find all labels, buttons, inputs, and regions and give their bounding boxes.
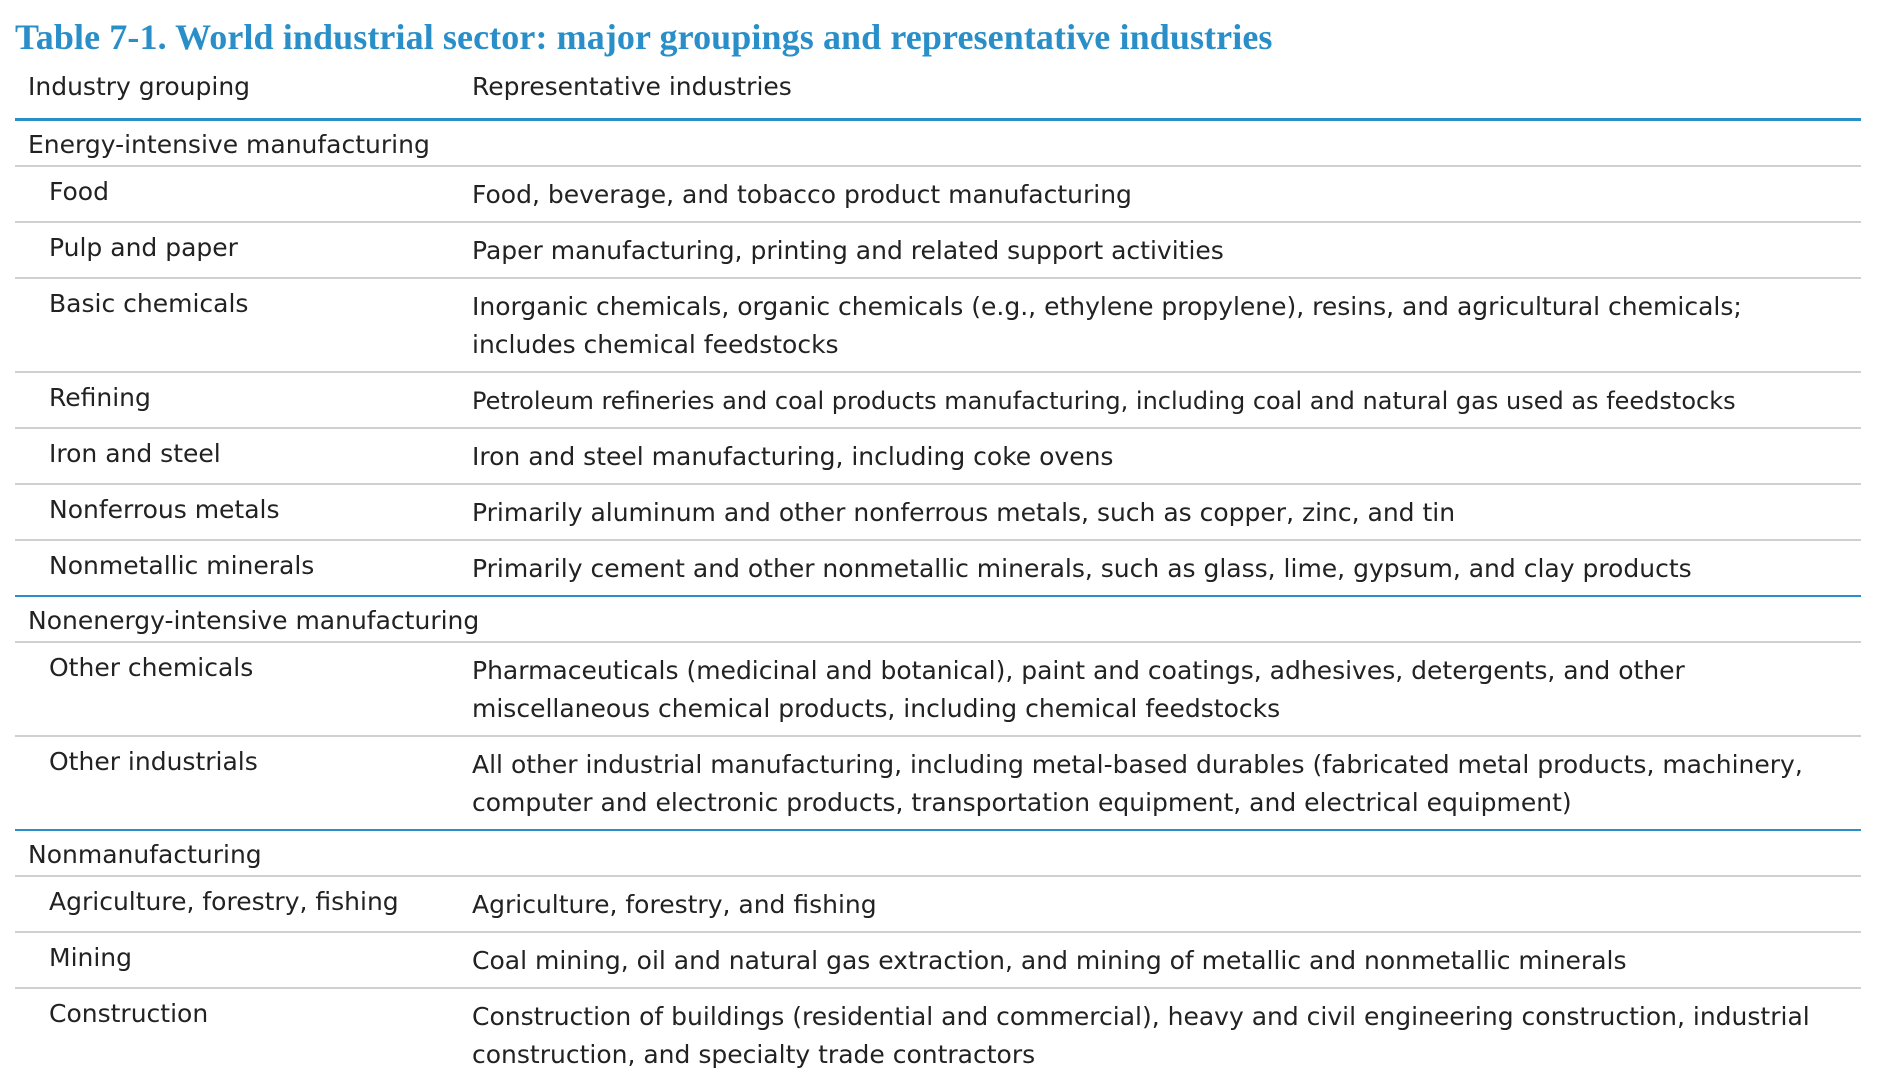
industry-description: Paper manufacturing, printing and related support activities bbox=[472, 222, 1861, 278]
industry-name: Nonferrous metals bbox=[15, 484, 472, 540]
industry-description: Agriculture, forestry, and fishing bbox=[472, 876, 1861, 932]
table-row bbox=[15, 876, 1861, 932]
table-row bbox=[15, 540, 1861, 596]
industry-description: Coal mining, oil and natural gas extraction, and mining of metallic and nonmetallic minerals bbox=[472, 932, 1861, 988]
table-row bbox=[15, 166, 1861, 222]
table-row bbox=[15, 484, 1861, 540]
table-row bbox=[15, 222, 1861, 278]
industry-description: Iron and steel manufacturing, including coke ovens bbox=[472, 428, 1861, 484]
industry-name: Other chemicals bbox=[15, 642, 472, 736]
group-label: Energy-intensive manufacturing bbox=[15, 120, 1861, 167]
industry-name: Other industrials bbox=[15, 736, 472, 830]
industry-name: Pulp and paper bbox=[15, 222, 472, 278]
industry-description: Primarily aluminum and other nonferrous metals, such as copper, zinc, and tin bbox=[472, 484, 1861, 540]
table-row bbox=[15, 988, 1861, 1081]
header-row bbox=[15, 72, 1861, 120]
industry-name: Agriculture, forestry, fishing bbox=[15, 876, 472, 932]
industry-description: Petroleum refineries and coal products manufacturing, including coal and natural gas used as feedstocks bbox=[472, 372, 1861, 428]
industry-description: Primarily cement and other nonmetallic minerals, such as glass, lime, gypsum, and clay products bbox=[472, 540, 1861, 596]
table-title: Table 7-1. World industrial sector: major groupings and representative industries bbox=[15, 17, 1273, 57]
industry-name: Food bbox=[15, 166, 472, 222]
industry-name: Construction bbox=[49, 999, 209, 1028]
table-row bbox=[15, 736, 1861, 830]
header-representative-industries: Representative industries bbox=[472, 72, 1861, 120]
industry-name: Iron and steel bbox=[15, 428, 472, 484]
group-row-nonmanufacturing bbox=[15, 830, 1861, 876]
industry-table bbox=[15, 72, 1861, 1081]
group-row-energy-intensive bbox=[15, 120, 1861, 167]
industry-name: Refining bbox=[15, 372, 472, 428]
header-industry-grouping: Industry grouping bbox=[15, 72, 472, 120]
table-row bbox=[15, 372, 1861, 428]
industry-name: Basic chemicals bbox=[15, 278, 472, 372]
industry-description: Pharmaceuticals (medicinal and botanical), paint and coatings, adhesives, detergents, and other miscellaneous chemical products, including chemical feedstocks bbox=[472, 642, 1861, 736]
industry-description: Construction of buildings (residential and commercial), heavy and civil engineering construction, industrial construction, and specialty trade contractors bbox=[472, 1002, 1810, 1069]
group-row-nonenergy-intensive bbox=[15, 596, 1861, 642]
group-label: Nonenergy-intensive manufacturing bbox=[15, 596, 1861, 642]
industry-name: Nonmetallic minerals bbox=[15, 540, 472, 596]
table-row bbox=[15, 428, 1861, 484]
table-row bbox=[15, 932, 1861, 988]
industry-description: Inorganic chemicals, organic chemicals (e.g., ethylene propylene), resins, and agricultural chemicals; includes chemical feedstocks bbox=[472, 278, 1861, 372]
table-row bbox=[15, 642, 1861, 736]
industry-name: Mining bbox=[15, 932, 472, 988]
industry-description: Food, beverage, and tobacco product manufacturing bbox=[472, 166, 1861, 222]
industry-description: All other industrial manufacturing, including metal-based durables (fabricated metal products, machinery, computer and electronic products, transportation equipment, and electrical equipment) bbox=[472, 736, 1861, 830]
table-container bbox=[15, 16, 1862, 1081]
table-row bbox=[15, 278, 1861, 372]
group-label: Nonmanufacturing bbox=[15, 830, 1861, 876]
